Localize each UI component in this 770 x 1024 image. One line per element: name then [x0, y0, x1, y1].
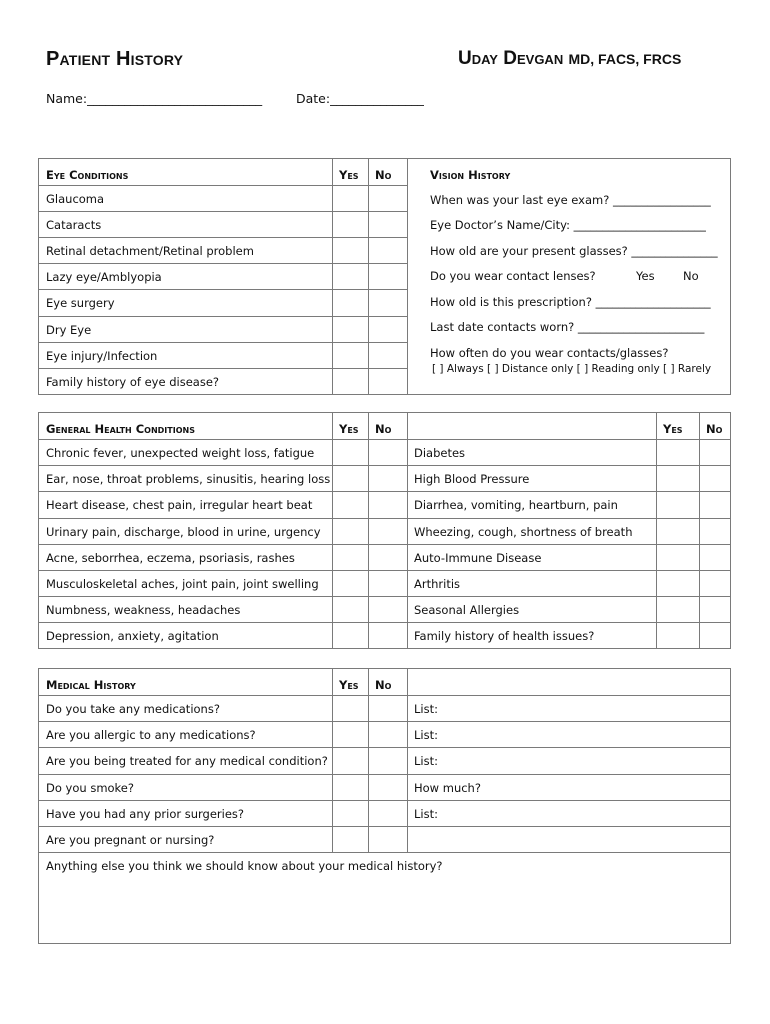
- general-yes-header: Yes: [339, 422, 359, 436]
- general-yes-checkbox-right[interactable]: [657, 623, 698, 647]
- general-condition-label: Chronic fever, unexpected weight loss, fatigue: [46, 446, 315, 460]
- general-condition-label: Family history of health issues?: [414, 629, 595, 644]
- general-no-checkbox-right[interactable]: [700, 571, 730, 595]
- medical-question-label: Are you pregnant or nursing?: [46, 833, 215, 847]
- general-yes-checkbox[interactable]: [333, 492, 367, 516]
- general-yes-checkbox[interactable]: [333, 440, 367, 464]
- general-no-checkbox-right[interactable]: [700, 492, 730, 516]
- general-condition-label: Heart disease, chest pain, irregular heart beat: [46, 498, 313, 513]
- general-condition-label: Wheezing, cough, shortness of breath: [414, 524, 633, 539]
- medical-followup-field[interactable]: List:: [414, 728, 438, 743]
- eye-no-checkbox[interactable]: [369, 264, 406, 288]
- general-condition-label: Auto-Immune Disease: [414, 550, 542, 565]
- general-condition-label: Urinary pain, discharge, blood in urine, urgency: [46, 524, 321, 539]
- general-yes-header-right: Yes: [663, 422, 683, 436]
- medical-yes-checkbox[interactable]: [333, 827, 367, 851]
- general-condition-label: High Blood Pressure: [414, 472, 530, 487]
- general-yes-checkbox[interactable]: [333, 545, 367, 569]
- general-no-checkbox[interactable]: [369, 466, 406, 490]
- general-yes-checkbox-right[interactable]: [657, 545, 698, 569]
- date-field[interactable]: Date:_______________: [296, 91, 424, 106]
- vision-history-question[interactable]: When was your last eye exam? _________________: [430, 193, 711, 207]
- page-title: Patient History: [46, 48, 184, 70]
- row-divider: [38, 852, 731, 853]
- general-condition-label: Diabetes: [414, 446, 466, 460]
- eye-condition-label: Glaucoma: [46, 192, 105, 206]
- eye-yes-checkbox[interactable]: [333, 264, 367, 288]
- eye-condition-label: Family history of eye disease?: [46, 374, 219, 389]
- eye-no-checkbox[interactable]: [369, 186, 406, 210]
- medical-yes-checkbox[interactable]: [333, 748, 367, 772]
- general-no-checkbox[interactable]: [369, 545, 406, 569]
- general-yes-checkbox[interactable]: [333, 597, 367, 621]
- medical-followup-field[interactable]: List:: [414, 754, 438, 769]
- general-condition-label: Diarrhea, vomiting, heartburn, pain: [414, 498, 618, 513]
- eye-yes-checkbox[interactable]: [333, 317, 367, 341]
- eye-no-checkbox[interactable]: [369, 238, 406, 262]
- medical-followup-field[interactable]: List:: [414, 806, 438, 821]
- general-health-header: General Health Conditions: [46, 422, 195, 436]
- eye-condition-label: Lazy eye/Amblyopia: [46, 270, 162, 285]
- medical-followup-field[interactable]: List:: [414, 702, 438, 716]
- general-yes-checkbox-right[interactable]: [657, 519, 698, 543]
- general-no-checkbox-right[interactable]: [700, 440, 730, 464]
- eye-no-checkbox[interactable]: [369, 212, 406, 236]
- medical-yes-checkbox[interactable]: [333, 801, 367, 825]
- medical-no-checkbox[interactable]: [369, 827, 406, 851]
- additional-history-textarea[interactable]: [40, 876, 729, 942]
- general-yes-checkbox-right[interactable]: [657, 571, 698, 595]
- medical-no-header: No: [375, 678, 392, 692]
- medical-yes-checkbox[interactable]: [333, 722, 367, 746]
- doctor-name-block: [458, 48, 681, 70]
- vision-history-question[interactable]: Last date contacts worn? ______________________: [430, 320, 705, 334]
- doctor-name: Uday Devgan: [458, 48, 564, 69]
- general-yes-checkbox-right[interactable]: [657, 466, 698, 490]
- medical-no-checkbox[interactable]: [369, 722, 406, 746]
- eye-no-checkbox[interactable]: [369, 343, 406, 367]
- eye-condition-label: Dry Eye: [46, 322, 92, 337]
- eye-yes-header: Yes: [339, 168, 359, 182]
- medical-question-label: Do you smoke?: [46, 780, 134, 795]
- name-field[interactable]: Name:____________________________: [46, 91, 263, 106]
- medical-question-label: Are you allergic to any medications?: [46, 728, 256, 743]
- vision-history-question[interactable]: How old are your present glasses? _______________: [430, 244, 718, 258]
- general-no-checkbox-right[interactable]: [700, 623, 730, 647]
- general-yes-checkbox-right[interactable]: [657, 597, 698, 621]
- vision-history-question[interactable]: Eye Doctor’s Name/City: _______________________: [430, 218, 706, 232]
- eye-yes-checkbox[interactable]: [333, 343, 367, 367]
- column-divider: [407, 412, 408, 649]
- doctor-credentials: MD, FACS, FRCS: [568, 51, 682, 67]
- medical-yes-header: Yes: [339, 678, 359, 692]
- general-yes-checkbox[interactable]: [333, 623, 367, 647]
- general-yes-checkbox[interactable]: [333, 571, 367, 595]
- eye-condition-label: Retinal detachment/Retinal problem: [46, 244, 254, 259]
- general-no-header-right: No: [706, 422, 723, 436]
- eye-yes-checkbox[interactable]: [333, 369, 367, 393]
- eye-yes-checkbox[interactable]: [333, 290, 367, 314]
- eye-no-checkbox[interactable]: [369, 290, 406, 314]
- column-divider: [407, 158, 408, 395]
- vision-history-header: Vision History: [430, 168, 511, 182]
- eye-no-checkbox[interactable]: [369, 317, 406, 341]
- eye-condition-label: Cataracts: [46, 218, 102, 233]
- general-no-checkbox[interactable]: [369, 440, 406, 464]
- wear-frequency-options[interactable]: [ ] Always [ ] Distance only [ ] Reading only [ ] Rarely: [432, 363, 712, 375]
- medical-question-label: Do you take any medications?: [46, 702, 220, 716]
- general-no-checkbox-right[interactable]: [700, 597, 730, 621]
- medical-yes-checkbox[interactable]: [333, 696, 367, 720]
- general-yes-checkbox-right[interactable]: [657, 492, 698, 516]
- eye-conditions-header: Eye Conditions: [46, 168, 129, 182]
- vision-history-question[interactable]: Do you wear contact lenses?: [430, 269, 596, 283]
- general-yes-checkbox[interactable]: [333, 466, 367, 490]
- general-no-checkbox[interactable]: [369, 571, 406, 595]
- eye-condition-label: Eye injury/Infection: [46, 348, 158, 363]
- eye-yes-checkbox[interactable]: [333, 212, 367, 236]
- medical-no-checkbox[interactable]: [369, 748, 406, 772]
- medical-followup-field[interactable]: How much?: [414, 780, 481, 795]
- general-condition-label: Ear, nose, throat problems, sinusitis, hearing loss: [46, 472, 331, 487]
- general-yes-checkbox[interactable]: [333, 519, 367, 543]
- general-condition-label: Arthritis: [414, 577, 461, 591]
- medical-question-label: Are you being treated for any medical condition?: [46, 754, 328, 769]
- medical-no-checkbox[interactable]: [369, 775, 406, 799]
- general-no-checkbox-right[interactable]: [700, 519, 730, 543]
- general-no-checkbox[interactable]: [369, 597, 406, 621]
- general-no-checkbox[interactable]: [369, 519, 406, 543]
- eye-condition-label: Eye surgery: [46, 296, 115, 311]
- general-no-checkbox-right[interactable]: [700, 466, 730, 490]
- general-yes-checkbox-right[interactable]: [657, 440, 698, 464]
- eye-yes-checkbox[interactable]: [333, 186, 367, 210]
- general-condition-label: Seasonal Allergies: [414, 603, 520, 618]
- medical-question-label: Have you had any prior surgeries?: [46, 806, 245, 821]
- vision-history-question[interactable]: How often do you wear contacts/glasses?: [430, 346, 669, 360]
- medical-history-header: Medical History: [46, 678, 136, 692]
- medical-yes-checkbox[interactable]: [333, 775, 367, 799]
- eye-no-header: No: [375, 168, 392, 182]
- general-no-header: No: [375, 422, 392, 436]
- eye-yes-checkbox[interactable]: [333, 238, 367, 262]
- contacts-no-option[interactable]: No: [683, 269, 699, 283]
- contacts-yes-option[interactable]: Yes: [636, 269, 655, 283]
- general-condition-label: Musculoskeletal aches, joint pain, joint swelling: [46, 577, 319, 591]
- general-condition-label: Depression, anxiety, agitation: [46, 629, 219, 644]
- eye-no-checkbox[interactable]: [369, 369, 406, 393]
- general-no-checkbox-right[interactable]: [700, 545, 730, 569]
- general-condition-label: Acne, seborrhea, eczema, psoriasis, rashes: [46, 550, 295, 565]
- general-no-checkbox[interactable]: [369, 623, 406, 647]
- medical-no-checkbox[interactable]: [369, 696, 406, 720]
- additional-history-prompt: Anything else you think we should know about your medical history?: [46, 859, 443, 873]
- general-condition-label: Numbness, weakness, headaches: [46, 603, 241, 618]
- medical-no-checkbox[interactable]: [369, 801, 406, 825]
- vision-history-question[interactable]: How old is this prescription? ____________________: [430, 295, 711, 309]
- general-no-checkbox[interactable]: [369, 492, 406, 516]
